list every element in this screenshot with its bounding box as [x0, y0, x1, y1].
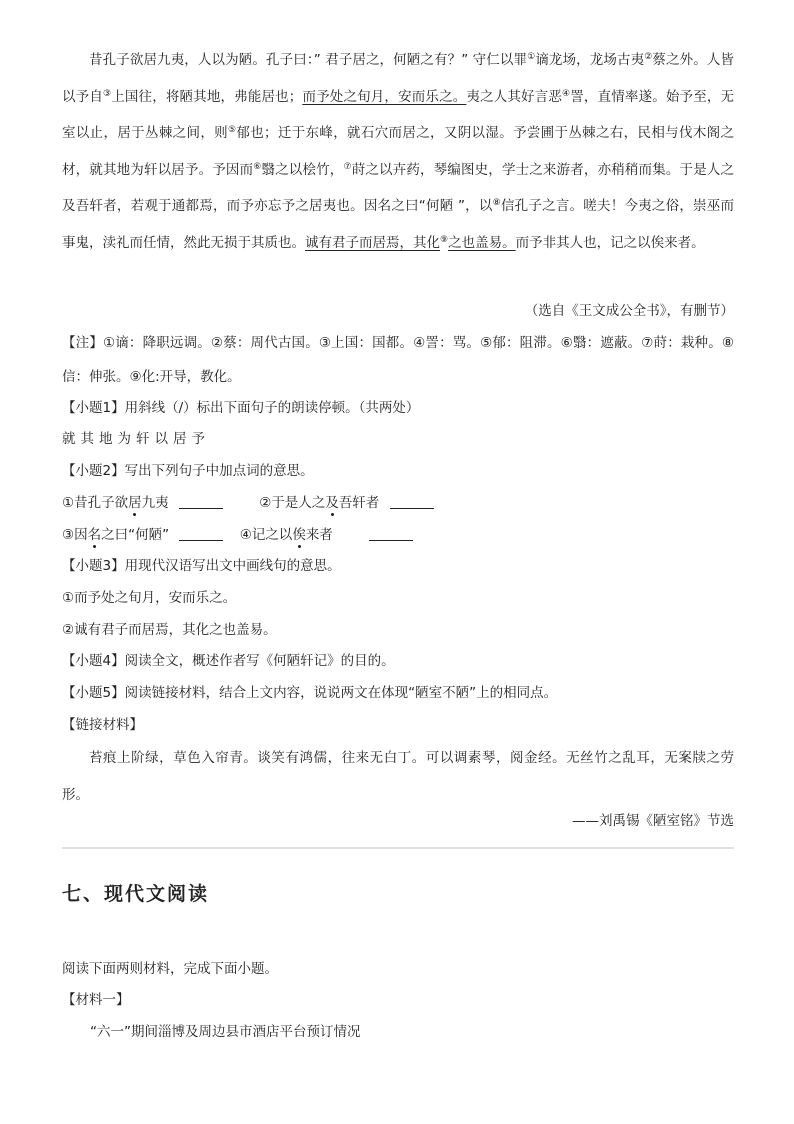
passage-text: 翳之以桧竹，	[261, 161, 344, 178]
footnote-marker: ⑥	[253, 161, 262, 172]
answer-blank[interactable]	[179, 494, 223, 509]
passage-source: （选自《王文成公全书》，有删节）	[524, 303, 734, 319]
question-2-item: ①昔孔子欲居九夷	[62, 495, 169, 511]
emphasis-dot-word: 俟	[292, 527, 306, 543]
emphasis-dot-word: 及	[325, 495, 339, 511]
section-divider	[62, 847, 734, 849]
link-material-source: ——刘禹锡《陋室铭》节选	[572, 813, 734, 829]
question-2-label: 【小题2】写出下列句子中加点词的意思。	[62, 463, 314, 479]
footnote-marker: ⑦	[343, 161, 352, 172]
question-2-row-2	[62, 520, 734, 551]
question-3-item-1: ①而予处之旬月，安而乐之。	[62, 590, 237, 606]
passage-text: 蔡之外。人皆以予自	[62, 52, 734, 105]
underlined-sentence: 之也盖易。	[448, 234, 516, 251]
question-4-label: 【小题4】阅读全文，概述作者写《何陋轩记》的目的。	[62, 653, 395, 669]
footnote-marker: ⑨	[440, 234, 449, 245]
passage-text: 上国往，将陋其地，弗能居也；	[111, 88, 303, 105]
passage-text: 郁也；迁于东峰，就石穴而居之，又阴以湿。予尝圃于丛棘之右，民相与伐木阁之材，就其地为轩以居予。予因而	[62, 125, 734, 178]
passage-text: 而予非其人也，记之以俟来者。	[515, 234, 705, 251]
passage-text: 信孔子之言。嗟夫！今夷之俗，崇巫而事鬼，渎礼而任情，然此无损于其质也。	[62, 198, 735, 251]
underlined-sentence: 诚有君子而居焉，其化	[305, 234, 440, 251]
question-2-row-1	[62, 488, 734, 519]
classical-passage	[62, 42, 734, 261]
passage-text: 詈，直情率遂。始予至，无室以止，居于丛棘之间，则	[62, 88, 735, 141]
section-intro: 阅读下面两则材料，完成下面小题。	[62, 961, 278, 977]
question-3-item-2: ②诚有君子而居焉，其化之也盖易。	[62, 622, 277, 638]
link-material-text: 苔痕上阶绿，草色入帘青。谈笑有鸿儒，往来无白丁。可以调素琴，阅金经。无丝竹之乱耳，无案牍之劳形。	[62, 750, 734, 803]
footnote-marker: ①	[527, 52, 536, 63]
material-title: “六一”期间淄博及周边县市酒店平台预订情况	[90, 1024, 361, 1040]
footnote-marker: ④	[562, 88, 571, 99]
footnote-marker: ⑤	[227, 125, 237, 136]
answer-blank[interactable]	[390, 494, 434, 509]
passage-text: 莳之以卉药，琴编图史，学士之来游者，亦稍稍而集。于是人之及吾轩者，若观于通都焉，而予亦忘予之居夷也。因名之曰“何陋 ”，以	[62, 161, 735, 214]
underlined-sentence: 而予处之旬月，安而乐之。	[302, 88, 467, 105]
material-label: 【材料一】	[62, 992, 130, 1008]
question-5-label: 【小题5】阅读链接材料，结合上文内容，说说两文在体现“陋室不陋”上的相同点。	[62, 685, 558, 701]
answer-blank[interactable]	[179, 526, 223, 541]
question-3-label: 【小题3】用现代汉语写出文中画线句的意思。	[62, 558, 341, 574]
footnote-marker: ③	[102, 88, 112, 99]
answer-blank[interactable]	[369, 526, 413, 541]
annotation-notes: 【注】①谪：降职远调。②蔡：周代古国。③上国：国都。④詈：骂。⑤郁：阻滞。⑥翳：遮蔽。⑦莳：栽种。⑧信：伸张。⑨化:开导，教化。	[62, 335, 734, 385]
question-1-label: 【小题1】用斜线（/）标出下面句子的朗读停顿。（共两处）	[62, 400, 420, 416]
passage-text: 昔孔子欲居九夷，人以为陋。孔子曰：” 君子居之，何陋之有？” 守仁以罪	[89, 52, 528, 68]
passage-text: 夷之人其好言恶	[466, 88, 563, 105]
link-material-label: 【链接材料】	[62, 717, 143, 733]
question-2-item: ③因名之曰“何陋”	[62, 527, 170, 543]
passage-text: 谪龙场，龙场古夷	[535, 52, 645, 68]
section-heading: 七、现代文阅读	[62, 883, 210, 905]
footnote-marker: ⑧	[492, 198, 501, 209]
question-2-item: ②于是人之及吾轩者	[259, 495, 380, 511]
question-2-item: ④记之以俟来者	[239, 527, 333, 543]
question-1-sentence: 就其地为轩以居予	[62, 431, 210, 447]
footnote-marker: ②	[644, 52, 653, 63]
emphasis-dot-word: 名	[87, 527, 102, 543]
emphasis-dot-word: 居	[128, 495, 142, 511]
